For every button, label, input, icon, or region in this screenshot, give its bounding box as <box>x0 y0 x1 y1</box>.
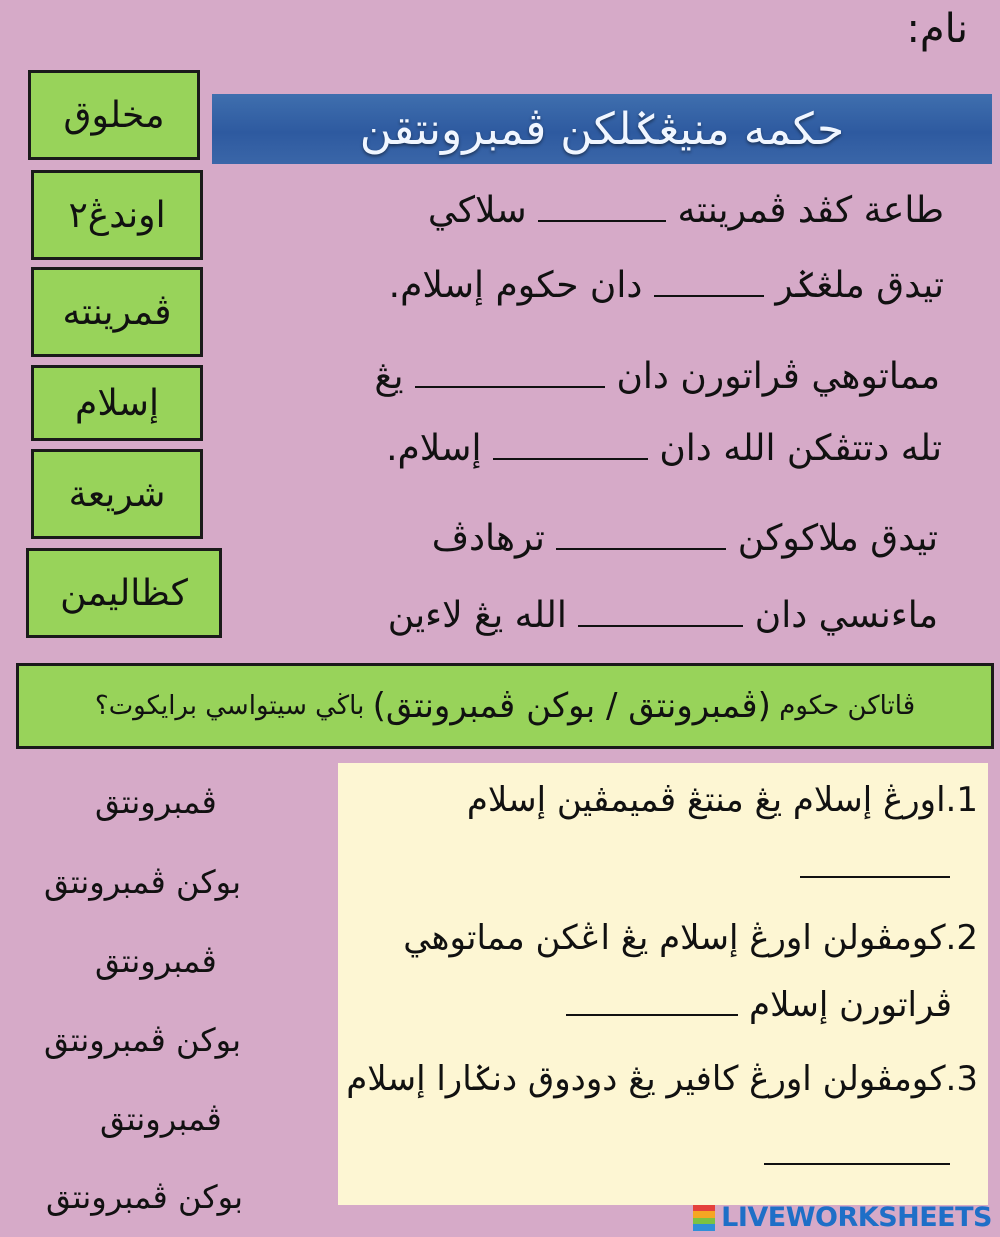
answer-option[interactable]: ڤمبرونتق <box>100 1100 222 1138</box>
blank-5[interactable] <box>556 548 726 550</box>
question-1 <box>467 780 978 820</box>
word-bank-item-pemerintah[interactable]: ڤمرينته <box>31 267 203 357</box>
blank-2[interactable] <box>654 295 764 297</box>
answer-option[interactable]: ڤمبرونتق <box>95 942 217 980</box>
title-banner <box>212 94 992 164</box>
question-3 <box>346 1058 978 1099</box>
answer-option[interactable]: بوكن ڤمبرونتق <box>46 1178 244 1216</box>
sentence-text: دان حكوم إسلام. <box>388 265 643 306</box>
blank-6[interactable] <box>578 625 743 627</box>
question-text: ڤراتورن إسلام <box>749 985 952 1025</box>
question-2-line2 <box>566 985 952 1025</box>
sentence-4 <box>386 428 942 469</box>
sentence-text: يڠ <box>374 356 404 397</box>
question-number: 1. <box>945 780 978 820</box>
logo-text: LIVEWORKSHEETS <box>721 1202 992 1233</box>
question-text: كومڤولن اورڠ كافير يڠ دودوق دنݢارا إسلام <box>346 1059 946 1099</box>
logo-mark-icon <box>693 1205 715 1231</box>
instruction-suffix: باڬي سيتواسي برايكوت؟ <box>94 691 365 721</box>
sentence-5 <box>432 518 938 559</box>
word-bank-item-islam[interactable]: إسلام <box>31 365 203 441</box>
instruction-bar <box>16 663 994 749</box>
sentence-2 <box>389 265 944 306</box>
word-bank-item-syariah[interactable]: شريعة <box>31 449 203 539</box>
instruction-options: (ڤمبرونتق / بوكن ڤمبرونتق) <box>372 686 771 726</box>
sentence-6 <box>388 595 938 636</box>
answer-blank-3[interactable] <box>764 1163 950 1165</box>
question-number: 2. <box>945 918 978 958</box>
word-bank-item-makhluk[interactable]: مخلوق <box>28 70 200 160</box>
sentence-text: مماتوهي ڤراتورن دان <box>616 356 940 397</box>
answer-option[interactable]: ڤمبرونتق <box>95 783 217 821</box>
name-label: نام: <box>906 6 968 52</box>
question-text: كومڤولن اورڠ إسلام يڠ اڠكن مماتوهي <box>403 918 946 958</box>
word-bank-item-kezaliman[interactable]: كظاليمن <box>26 548 222 638</box>
answer-blank-2[interactable] <box>566 1014 738 1016</box>
sentence-3 <box>374 356 940 397</box>
sentence-text: ترهادڤ <box>431 518 545 559</box>
sentence-text: تيدق ملاكوكن <box>737 518 938 559</box>
sentence-1 <box>428 190 944 231</box>
blank-3[interactable] <box>415 386 605 388</box>
sentence-text: الله يڠ لاءين <box>387 595 567 636</box>
word-bank-item-undang[interactable]: اوندڠ٢ <box>31 170 203 260</box>
question-panel <box>338 763 988 1205</box>
sentence-text: تيدق ملڠݢر <box>775 265 944 306</box>
answer-blank-1[interactable] <box>800 876 950 878</box>
sentence-text: إسلام. <box>386 428 482 469</box>
sentence-text: سلاكي <box>427 190 527 231</box>
liveworksheets-logo <box>693 1202 992 1233</box>
question-2 <box>403 918 978 958</box>
blank-4[interactable] <box>493 458 648 460</box>
sentence-text: طاعة كڤد ڤمرينته <box>677 190 944 231</box>
sentence-text: ماءنسي دان <box>754 595 938 636</box>
answer-option[interactable]: بوكن ڤمبرونتق <box>44 1021 242 1059</box>
question-number: 3. <box>945 1059 978 1099</box>
sentence-text: تله دتتڤكن الله دان <box>659 428 942 469</box>
question-text: اورڠ إسلام يڠ منتڠ ڤميمڤين إسلام <box>466 780 946 820</box>
blank-1[interactable] <box>538 220 666 222</box>
answer-option[interactable]: بوكن ڤمبرونتق <box>44 863 242 901</box>
instruction-prefix: ڤاتاكن حكوم <box>779 691 916 721</box>
page-title: حكمه منيڠݢلكن ڤمبرونتقن <box>359 103 845 155</box>
